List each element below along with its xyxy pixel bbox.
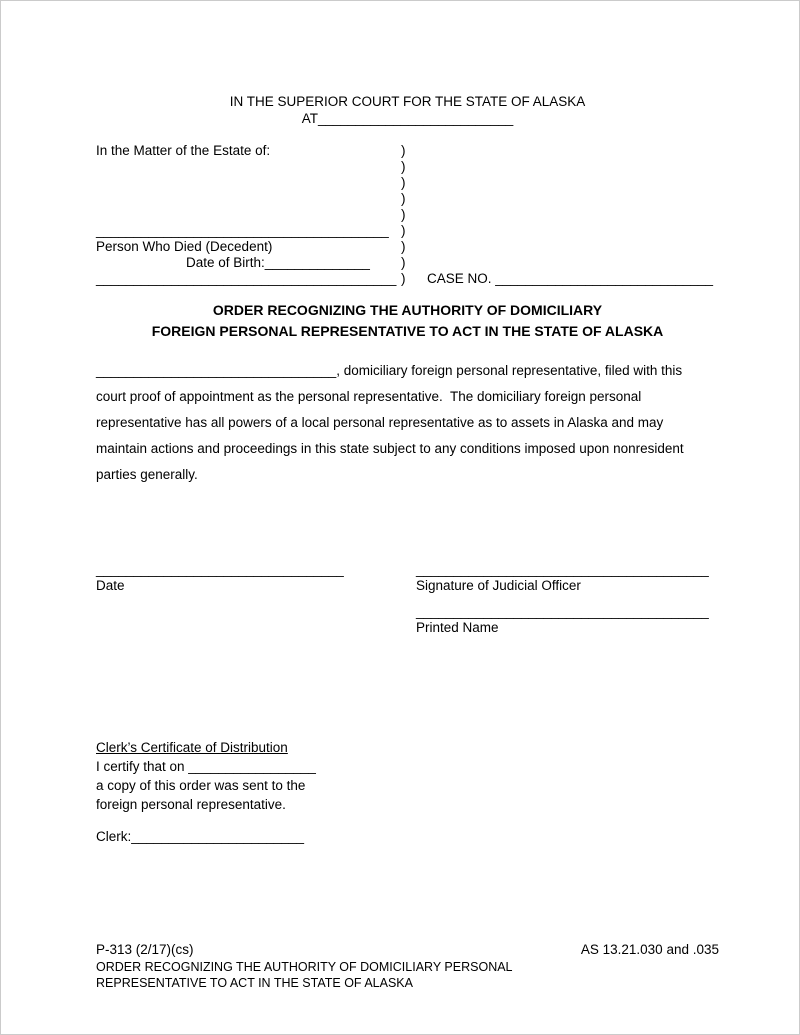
certify-date-blank[interactable]: _________________ <box>188 759 316 774</box>
decedent-name-blank[interactable]: _______________________________________ <box>96 223 389 238</box>
footer-title-line-2: REPRESENTATIVE TO ACT IN THE STATE OF ALASKA <box>96 976 413 990</box>
caption-paren: ) <box>401 271 406 286</box>
order-body <box>96 358 719 488</box>
decedent-label: Person Who Died (Decedent) <box>96 239 273 254</box>
body-text: , domiciliary foreign personal representative, filed with this <box>336 363 683 378</box>
case-no-label: CASE NO. <box>427 271 496 286</box>
decedent-name-blank-2[interactable]: ________________________________________ <box>96 271 397 286</box>
body-line: representative has all powers of a local personal representative as to assets in Alaska and may <box>96 415 664 430</box>
caption-row <box>96 239 719 255</box>
clerk-text-line: a copy of this order was sent to the <box>96 778 306 793</box>
body-line: court proof of appointment as the personal representative. The domiciliary foreign personal <box>96 389 642 404</box>
caption-paren: ) <box>401 191 406 206</box>
clerk-label: Clerk: <box>96 829 132 844</box>
caption-row <box>96 143 719 159</box>
clerk-certificate-heading: Clerk’s Certificate of Distribution <box>96 740 288 755</box>
form-number: P-313 (2/17)(cs) <box>96 942 194 957</box>
estate-caption <box>96 143 719 287</box>
printed-name-blank[interactable]: _______________________________________ <box>416 604 709 619</box>
representative-name-blank[interactable]: ________________________________ <box>96 363 337 378</box>
order-title <box>96 300 719 342</box>
statute-reference: AS 13.21.030 and .035 <box>580 942 719 957</box>
footer-title-line-1: ORDER RECOGNIZING THE AUTHORITY OF DOMICILIARY PERSONAL <box>96 960 513 974</box>
judicial-officer-label: Signature of Judicial Officer <box>416 578 581 593</box>
caption-row <box>96 255 719 271</box>
caption-row <box>96 223 719 239</box>
caption-paren: ) <box>401 223 406 238</box>
body-line: parties generally. <box>96 467 198 482</box>
caption-paren: ) <box>401 159 406 174</box>
clerk-certificate <box>96 738 719 846</box>
matter-label: In the Matter of the Estate of: <box>96 143 271 158</box>
printed-name-label: Printed Name <box>416 620 499 635</box>
caption-row <box>96 159 719 175</box>
caption-paren: ) <box>401 207 406 222</box>
caption-paren: ) <box>401 175 406 190</box>
clerk-text-line: foreign personal representative. <box>96 797 286 812</box>
caption-paren: ) <box>401 143 406 158</box>
at-label: AT <box>301 111 319 126</box>
body-line <box>96 358 719 384</box>
date-label: Date <box>96 578 125 593</box>
body-line: maintain actions and proceedings in this state subject to any conditions imposed upon nonresident <box>96 441 684 456</box>
signature-block <box>96 562 719 636</box>
judicial-officer-signature-blank[interactable]: _______________________________________ <box>416 562 709 577</box>
dob-label: Date of Birth: <box>186 255 265 270</box>
caption-row <box>96 191 719 207</box>
caption-row <box>96 175 719 191</box>
dob-blank[interactable]: ______________ <box>264 255 370 270</box>
case-number-blank[interactable]: _____________________________ <box>495 271 713 286</box>
order-title-line-2: FOREIGN PERSONAL REPRESENTATIVE TO ACT IN THE STATE OF ALASKA <box>151 323 664 339</box>
caption-row <box>96 207 719 223</box>
at-line <box>96 110 719 127</box>
date-blank[interactable]: _________________________________ <box>96 562 344 577</box>
caption-row <box>96 271 719 287</box>
page-footer <box>96 942 719 991</box>
at-location-blank[interactable]: __________________________ <box>318 111 514 126</box>
caption-paren: ) <box>401 255 406 270</box>
certify-label: I certify that on <box>96 759 189 774</box>
order-title-line-1: ORDER RECOGNIZING THE AUTHORITY OF DOMICILIARY <box>212 302 603 318</box>
court-header: IN THE SUPERIOR COURT FOR THE STATE OF ALASKA <box>229 94 586 109</box>
clerk-signature-blank[interactable]: _______________________ <box>131 829 304 844</box>
caption-paren: ) <box>401 239 406 254</box>
